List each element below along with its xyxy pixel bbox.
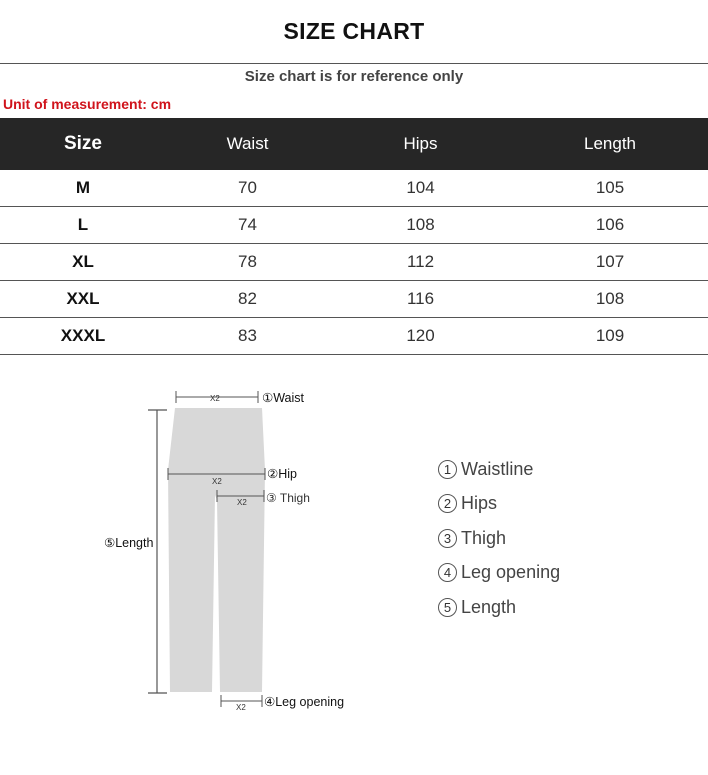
cell-length: 105	[595, 178, 625, 197]
legend-item	[438, 521, 560, 556]
circled-number-icon: 4	[438, 563, 457, 582]
cell-size: L	[77, 215, 89, 234]
legend-label: Thigh	[461, 527, 507, 548]
leg-opening-label: ④Leg opening	[264, 695, 345, 709]
table-row	[0, 281, 708, 318]
cell-waist: 78	[238, 252, 257, 271]
table-header	[0, 118, 708, 170]
legend-item	[438, 556, 560, 591]
cell-size: XXL	[66, 289, 100, 308]
legend-item	[438, 487, 560, 522]
cell-hips: 116	[406, 289, 435, 308]
cell-size: XXXL	[60, 326, 106, 345]
header-length: Length	[584, 134, 636, 153]
cell-length: 108	[595, 289, 625, 308]
header-waist: Waist	[226, 134, 269, 153]
table-row	[0, 318, 708, 355]
circled-number-icon: 5	[438, 598, 457, 617]
size-table	[0, 118, 708, 355]
legend-label: Hips	[461, 493, 498, 514]
cell-hips: 120	[406, 326, 435, 345]
legend-item	[438, 452, 560, 487]
pants-silhouette	[168, 408, 265, 692]
cell-hips: 104	[406, 178, 435, 197]
legend-label: Leg opening	[461, 562, 561, 583]
cell-size: XL	[72, 252, 94, 271]
cell-length: 106	[595, 215, 625, 234]
table-row	[0, 244, 708, 281]
table-row	[0, 207, 708, 244]
x2-waist: X2	[210, 394, 220, 403]
header-size: Size	[63, 133, 103, 154]
subtitle: Size chart is for reference only	[244, 68, 464, 85]
waist-label: ①Waist	[262, 391, 304, 405]
legend-label: Length	[461, 596, 517, 617]
cell-hips: 112	[406, 252, 435, 271]
circled-number-icon: 3	[438, 529, 457, 548]
divider	[0, 63, 708, 64]
cell-waist: 82	[238, 289, 257, 308]
x2-thigh: X2	[237, 498, 247, 507]
pants-diagram	[0, 370, 708, 775]
cell-waist: 70	[238, 178, 257, 197]
unit-note: Unit of measurement: cm	[3, 96, 172, 112]
cell-size: M	[75, 178, 91, 197]
circled-number-icon: 2	[438, 494, 457, 513]
page-title: SIZE CHART	[283, 18, 425, 44]
thigh-label: ③ Thigh	[266, 491, 310, 505]
circled-number-icon: 1	[438, 460, 457, 479]
legend-item	[438, 590, 560, 625]
measurement-legend	[438, 452, 560, 625]
cell-hips: 108	[406, 215, 435, 234]
x2-leg: X2	[236, 703, 246, 712]
cell-waist: 74	[238, 215, 257, 234]
hip-label: ②Hip	[267, 467, 297, 481]
length-label: ⑤Length	[104, 536, 154, 550]
cell-length: 107	[595, 252, 625, 271]
cell-length: 109	[595, 326, 625, 345]
header-hips: Hips	[403, 134, 438, 153]
cell-waist: 83	[238, 326, 257, 345]
x2-hip: X2	[212, 477, 222, 486]
legend-label: Waistline	[461, 458, 534, 479]
table-row	[0, 170, 708, 207]
